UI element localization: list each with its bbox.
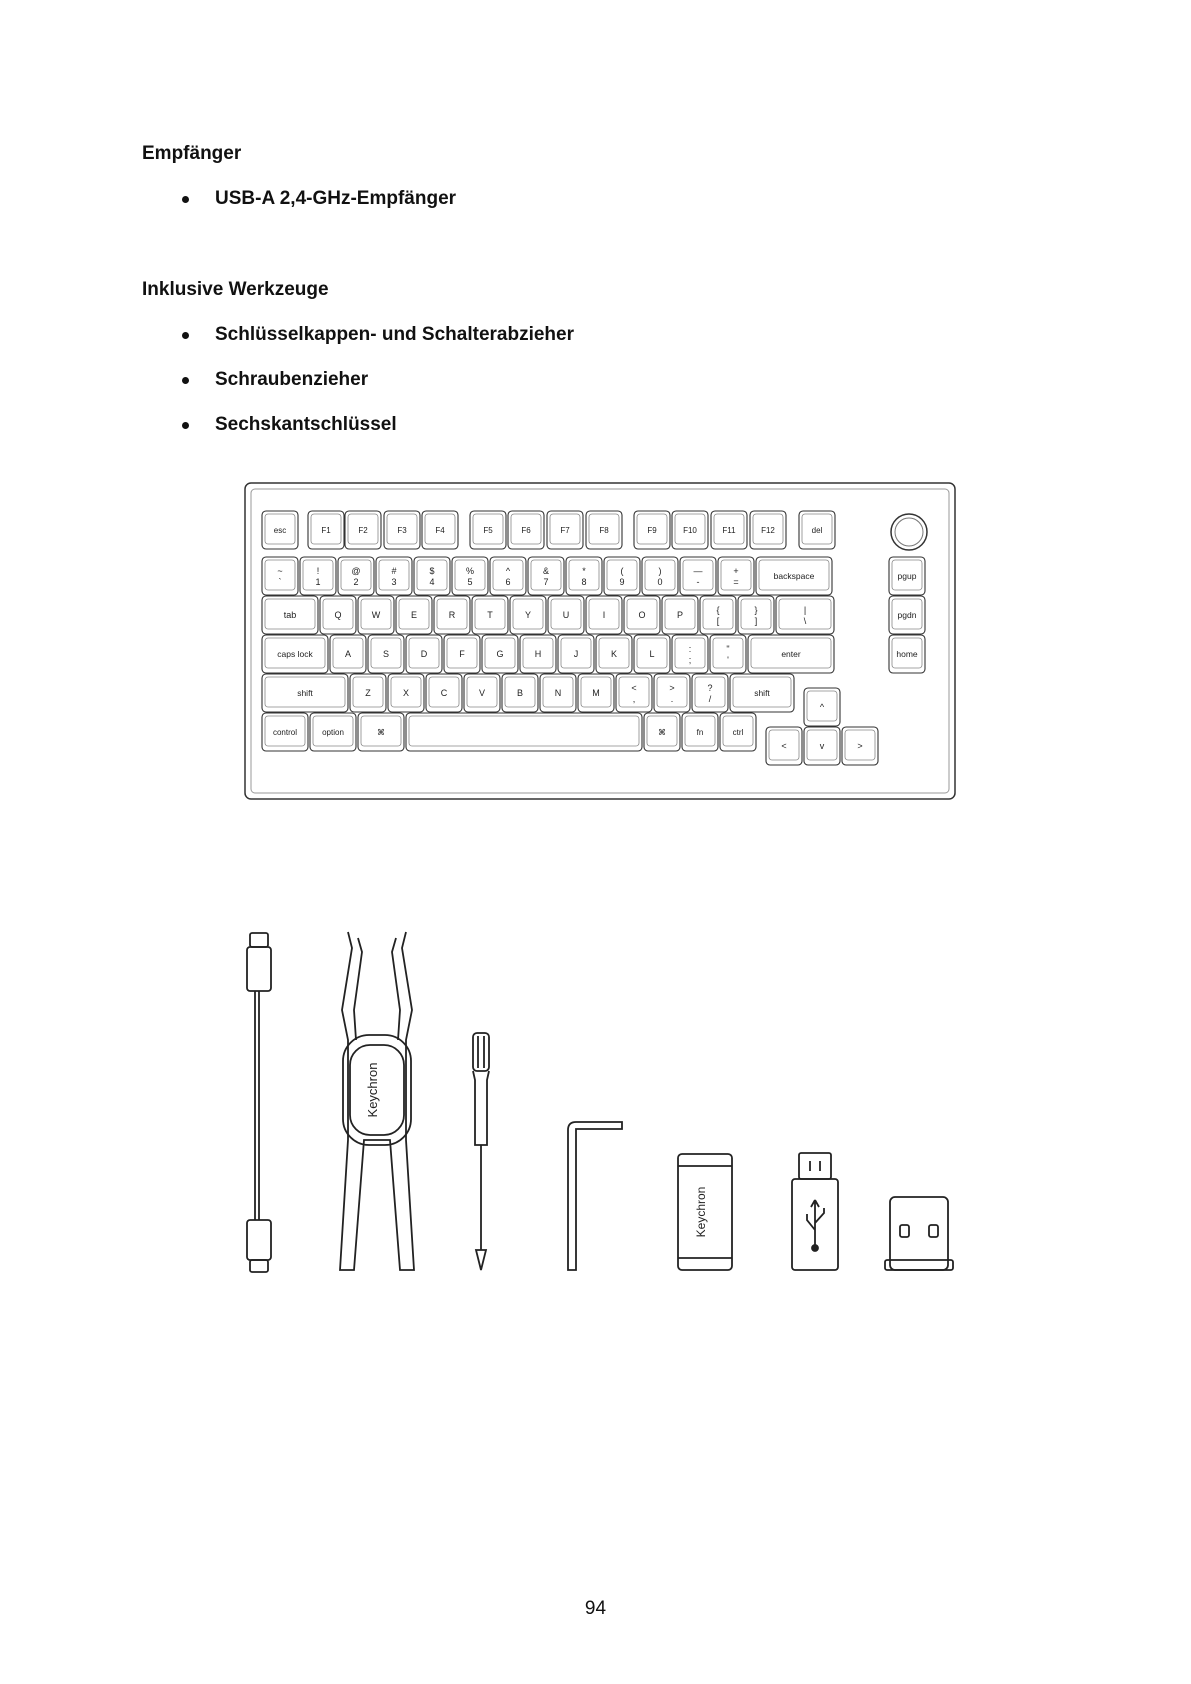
key-label: > bbox=[669, 683, 675, 693]
key-label: 0 bbox=[657, 577, 663, 587]
key-label: ⌘ bbox=[377, 728, 385, 737]
key-label: shift bbox=[754, 688, 770, 698]
key-label: . bbox=[670, 694, 674, 704]
keycap bbox=[262, 557, 298, 595]
keycap bbox=[586, 596, 622, 634]
key-label: Z bbox=[365, 688, 371, 698]
keycap bbox=[596, 635, 632, 673]
key-label: M bbox=[592, 688, 600, 698]
bullet-dot bbox=[182, 332, 189, 339]
key-label: option bbox=[322, 728, 344, 737]
keycap bbox=[842, 727, 878, 765]
keycap bbox=[604, 557, 640, 595]
keycap bbox=[320, 596, 356, 634]
keycap bbox=[644, 713, 680, 751]
key-label: 7 bbox=[543, 577, 549, 587]
key-label: del bbox=[811, 526, 823, 535]
key-label: B bbox=[516, 688, 524, 698]
key-label: = bbox=[733, 577, 739, 587]
keycap bbox=[262, 674, 348, 712]
key-label: ! bbox=[316, 566, 320, 576]
key-label: home bbox=[896, 649, 918, 659]
key-label: ] bbox=[754, 616, 758, 626]
key-label: * bbox=[582, 566, 586, 576]
list-item bbox=[182, 414, 397, 436]
key-label: H bbox=[534, 649, 542, 659]
key-label: E bbox=[410, 610, 418, 620]
keycap bbox=[358, 596, 394, 634]
key-label: | bbox=[803, 605, 807, 615]
key-label: tab bbox=[283, 610, 297, 620]
key-label: ' bbox=[727, 655, 729, 665]
keycap bbox=[799, 511, 835, 549]
keycap bbox=[350, 674, 386, 712]
keycap bbox=[338, 557, 374, 595]
brand-label: Keychron bbox=[365, 1062, 380, 1118]
keycap bbox=[710, 635, 746, 673]
list-item-text: USB-A 2,4-GHz-Empfänger bbox=[215, 188, 457, 209]
key-label: ? bbox=[707, 683, 713, 693]
keycap bbox=[804, 727, 840, 765]
key-label: fn bbox=[696, 728, 704, 737]
keycap bbox=[262, 713, 308, 751]
keycap bbox=[889, 557, 925, 595]
key-label: Q bbox=[334, 610, 342, 620]
key-label: 9 bbox=[619, 577, 625, 587]
keycap bbox=[452, 557, 488, 595]
keycap bbox=[472, 596, 508, 634]
keycap bbox=[654, 674, 690, 712]
key-label: < bbox=[631, 683, 637, 693]
key-label: S bbox=[382, 649, 390, 659]
keycap bbox=[368, 635, 404, 673]
key-label: caps lock bbox=[277, 649, 313, 659]
key-label: F10 bbox=[683, 526, 697, 535]
keycap bbox=[310, 713, 356, 751]
key-label: + bbox=[733, 566, 739, 576]
key-label: < bbox=[781, 741, 787, 751]
keycap bbox=[682, 713, 718, 751]
list-item bbox=[182, 324, 574, 346]
key-label: - bbox=[696, 577, 700, 587]
key-label: F9 bbox=[647, 526, 657, 535]
accessories-illustration bbox=[230, 930, 970, 1275]
keycap bbox=[414, 557, 450, 595]
keycap bbox=[434, 596, 470, 634]
key-label: ^ bbox=[505, 566, 511, 576]
key-label: ^ bbox=[819, 702, 825, 712]
key-label: esc bbox=[273, 526, 287, 535]
keyboard-illustration bbox=[244, 482, 956, 800]
key-label: — bbox=[693, 566, 703, 576]
key-label: 1 bbox=[315, 577, 321, 587]
key-label: backspace bbox=[773, 571, 815, 581]
list-item bbox=[182, 188, 456, 210]
knob-icon bbox=[891, 514, 927, 550]
keycap bbox=[358, 713, 404, 751]
key-label: pgup bbox=[897, 571, 917, 581]
keycap bbox=[624, 596, 660, 634]
keycap bbox=[750, 511, 786, 549]
keycap bbox=[680, 557, 716, 595]
keycap bbox=[308, 511, 344, 549]
key-label: X bbox=[402, 688, 410, 698]
key-label: 8 bbox=[581, 577, 587, 587]
key-label: # bbox=[391, 566, 397, 576]
key-label: F2 bbox=[358, 526, 368, 535]
key-label: $ bbox=[429, 566, 435, 576]
heading-included-tools: Inklusive Werkzeuge bbox=[142, 279, 329, 300]
usb-receiver-icon bbox=[792, 1153, 838, 1270]
key-label: v bbox=[819, 741, 825, 751]
key-label: J bbox=[573, 649, 579, 659]
keycap bbox=[376, 557, 412, 595]
key-label: " bbox=[726, 644, 730, 654]
keycap bbox=[804, 688, 840, 726]
key-label: 4 bbox=[429, 577, 435, 587]
key-label: shift bbox=[297, 688, 313, 698]
keycap bbox=[766, 727, 802, 765]
key-label: O bbox=[638, 610, 646, 620]
key-label: F4 bbox=[435, 526, 445, 535]
key-label: [ bbox=[716, 616, 720, 626]
keycap bbox=[748, 635, 834, 673]
keychron-adapter-icon bbox=[678, 1154, 732, 1270]
keycap bbox=[616, 674, 652, 712]
key-label: U bbox=[562, 610, 570, 620]
key-label: { bbox=[716, 605, 720, 615]
key-label: ` bbox=[278, 577, 282, 587]
keycap bbox=[262, 635, 328, 673]
key-label: V bbox=[478, 688, 486, 698]
keycap bbox=[662, 596, 698, 634]
key-label: ~ bbox=[277, 566, 283, 576]
keycap bbox=[672, 511, 708, 549]
key-label: K bbox=[610, 649, 618, 659]
keycap bbox=[634, 511, 670, 549]
keycap bbox=[262, 596, 318, 634]
key-label: R bbox=[448, 610, 456, 620]
keycap bbox=[396, 596, 432, 634]
keycap bbox=[508, 511, 544, 549]
keycap bbox=[548, 596, 584, 634]
keycap bbox=[586, 511, 622, 549]
key-label: / bbox=[708, 694, 712, 704]
key-label: 3 bbox=[391, 577, 397, 587]
key-label: C bbox=[440, 688, 448, 698]
key-label: \ bbox=[803, 616, 807, 626]
keycap bbox=[520, 635, 556, 673]
key-label: } bbox=[754, 605, 758, 615]
key-label: & bbox=[542, 566, 550, 576]
keycap bbox=[889, 596, 925, 634]
keycap bbox=[634, 635, 670, 673]
usb-c-cable-icon bbox=[247, 933, 271, 1272]
keycap bbox=[406, 713, 642, 751]
keycap bbox=[490, 557, 526, 595]
keycap bbox=[470, 511, 506, 549]
list-item-text: Sechskantschlüssel bbox=[215, 414, 397, 435]
keycap bbox=[756, 557, 832, 595]
keycap bbox=[528, 557, 564, 595]
bullet-dot bbox=[182, 422, 189, 429]
keycap bbox=[510, 596, 546, 634]
keycap bbox=[672, 635, 708, 673]
hex-key-icon bbox=[568, 1122, 622, 1270]
key-label: pgdn bbox=[897, 610, 917, 620]
keycap bbox=[262, 511, 298, 549]
keycap bbox=[566, 557, 602, 595]
keycap bbox=[300, 557, 336, 595]
keycap bbox=[422, 511, 458, 549]
key-label: 6 bbox=[505, 577, 511, 587]
keycap bbox=[502, 674, 538, 712]
keycap bbox=[700, 596, 736, 634]
keycap bbox=[406, 635, 442, 673]
key-label: 5 bbox=[467, 577, 473, 587]
brand-label: Keychron bbox=[694, 1186, 708, 1238]
keycap bbox=[482, 635, 518, 673]
key-label: T bbox=[487, 610, 493, 620]
keycap bbox=[692, 674, 728, 712]
keycap bbox=[540, 674, 576, 712]
keycap bbox=[642, 557, 678, 595]
key-label: W bbox=[371, 610, 381, 620]
key-label: ctrl bbox=[732, 728, 744, 737]
keycap bbox=[711, 511, 747, 549]
key-label: I bbox=[602, 610, 606, 620]
keycap bbox=[444, 635, 480, 673]
key-label: Y bbox=[524, 610, 532, 620]
key-label: F12 bbox=[761, 526, 775, 535]
key-label: N bbox=[554, 688, 562, 698]
list-item-text: Schraubenzieher bbox=[215, 369, 369, 390]
key-label: ( bbox=[620, 566, 624, 576]
key-label: @ bbox=[351, 566, 361, 576]
bullet-dot bbox=[182, 377, 189, 384]
list-item-text: Schlüsselkappen- und Schalterabzieher bbox=[215, 324, 574, 345]
bullet-dot bbox=[182, 196, 189, 203]
keycap bbox=[384, 511, 420, 549]
key-label: : bbox=[688, 644, 692, 654]
key-label: % bbox=[465, 566, 475, 576]
key-label: F3 bbox=[397, 526, 407, 535]
keycap bbox=[547, 511, 583, 549]
key-label: 2 bbox=[353, 577, 359, 587]
keycap bbox=[464, 674, 500, 712]
key-label: L bbox=[649, 649, 655, 659]
keycap bbox=[578, 674, 614, 712]
keycap bbox=[720, 713, 756, 751]
key-label: A bbox=[344, 649, 352, 659]
keycap bbox=[730, 674, 794, 712]
key-label: F bbox=[459, 649, 465, 659]
keycap bbox=[889, 635, 925, 673]
key-label: D bbox=[420, 649, 428, 659]
key-label: F1 bbox=[321, 526, 331, 535]
key-label: ; bbox=[688, 655, 692, 665]
keycap bbox=[776, 596, 834, 634]
key-label: , bbox=[632, 694, 636, 704]
key-label: P bbox=[676, 610, 684, 620]
keycap bbox=[718, 557, 754, 595]
keycap bbox=[738, 596, 774, 634]
key-label: ) bbox=[658, 566, 662, 576]
keycap bbox=[426, 674, 462, 712]
key-label: G bbox=[496, 649, 504, 659]
list-item bbox=[182, 369, 368, 391]
key-label: F11 bbox=[722, 526, 736, 535]
keycap bbox=[330, 635, 366, 673]
keycap bbox=[388, 674, 424, 712]
key-label: F6 bbox=[521, 526, 531, 535]
key-label: > bbox=[857, 741, 863, 751]
usb-a-receiver-icon bbox=[885, 1197, 953, 1270]
key-label: F5 bbox=[483, 526, 493, 535]
key-label: control bbox=[272, 728, 298, 737]
key-label: ⌘ bbox=[658, 728, 666, 737]
page-number: 94 bbox=[584, 1598, 607, 1619]
keycap bbox=[558, 635, 594, 673]
keycap bbox=[345, 511, 381, 549]
keycap-switch-puller-icon bbox=[340, 932, 414, 1270]
heading-receiver: Empfänger bbox=[142, 143, 242, 164]
key-label: F7 bbox=[560, 526, 570, 535]
key-label: enter bbox=[781, 649, 801, 659]
screwdriver-icon bbox=[473, 1033, 489, 1270]
key-label: F8 bbox=[599, 526, 609, 535]
